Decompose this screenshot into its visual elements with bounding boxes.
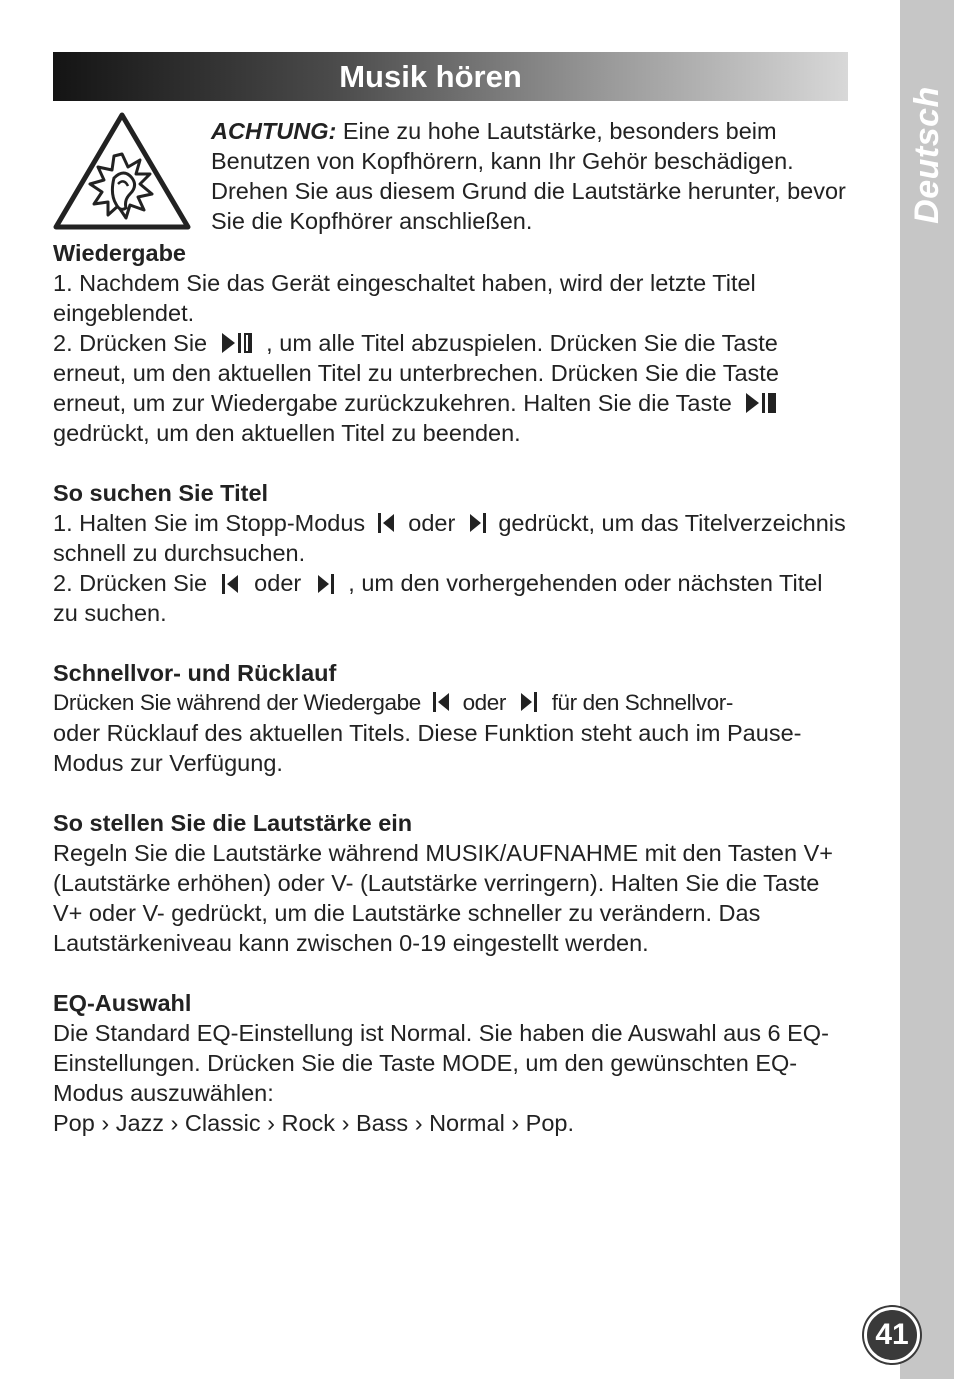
heading-lautstaerke: So stellen Sie die Lautstärke ein [53,810,413,836]
heading-wiedergabe: Wiedergabe [53,240,186,266]
eq-text: Die Standard EQ-Einstellung ist Normal. Sie haben die Auswahl aus 6 EQ-Einstellungen. Drücken Sie die Taste MODE, um den gewünschten EQ-Modus auszuwählen: [53,1020,829,1106]
next-icon [312,571,338,595]
schnell-line-1 [53,688,853,718]
suchen-step-1 [53,508,853,568]
wiedergabe-step-2c: gedrückt, um den aktuellen Titel zu beenden. [53,420,521,446]
schnell-line-1a: Drücken Sie während der Wiedergabe [53,690,427,715]
page-title: Musik hören [339,58,522,94]
hearing-warning-icon [52,112,192,230]
warning-body: Eine zu hohe Lautstärke, besonders beim Benutzen von Kopfhörern, kann Ihr Gehör beschädigen. Drehen Sie aus diesem Grund die Lautstärke herunter, bevor Sie die Kopfhörer anschließen. [211,118,846,234]
suchen-step-1a: 1. Halten Sie im Stopp-Modus [53,510,372,536]
language-tab-label: Deutsch [907,86,946,224]
wiedergabe-step-2b: , um alle Titel abzuspielen. Drücken Sie die Taste erneut, um den aktuellen Titel zu unterbrechen. Drücken Sie die Taste erneut, um zur Wiedergabe zurückzukehren. Halten Sie die Taste [53,330,779,416]
previous-icon [376,511,398,535]
schnell-line-2: oder Rücklauf des aktuellen Titels. Diese Funktion steht auch im Pause-Modus zur Verfügung. [53,720,802,776]
wiedergabe-step-2a: 2. Drücken Sie [53,330,214,356]
lautstaerke-text: Regeln Sie die Lautstärke während MUSIK/AUFNAHME mit den Tasten V+ (Lautstärke erhöhen) oder V- (Lautstärke verringern). Halten Sie die Taste V+ oder V- gedrückt, um die Lautstärke schneller zu verändern. Das Lautstärkeniveau kann zwischen 0-19 eingestellt werden. [53,840,833,956]
wiedergabe-step-2 [53,328,853,448]
suchen-step-1c: gedrückt, um das Titelverzeichnis schnell zu durchsuchen. [53,510,846,566]
previous-icon [218,571,244,595]
play-pause-icon [218,331,256,355]
previous-icon [431,690,453,714]
next-icon [466,511,488,535]
suchen-step-2 [53,568,853,628]
suchen-step-2b: oder [247,570,308,596]
play-pause-icon [742,391,780,415]
next-icon [516,690,542,714]
wiedergabe-step-1: 1. Nachdem Sie das Gerät eingeschaltet haben, wird der letzte Titel eingeblendet. [53,270,756,326]
page-number: 41 [864,1307,920,1363]
warning-text [211,116,851,236]
suchen-step-2c: , um den vorhergehenden oder nächsten Titel zu suchen. [53,570,823,626]
heading-suchen: So suchen Sie Titel [53,480,269,506]
heading-eq: EQ-Auswahl [53,990,192,1016]
eq-sequence: Pop › Jazz › Classic › Rock › Bass › Normal › Pop. [53,1110,575,1136]
heading-schnell: Schnellvor- und Rücklauf [53,660,337,686]
schnell-line-1b: oder [456,690,512,715]
title-bar [53,52,848,101]
suchen-step-1b: oder [401,510,462,536]
warning-label: ACHTUNG: [211,118,337,144]
schnell-line-1c: für den Schnellvor- [545,690,733,715]
body-text [53,238,853,1138]
suchen-step-2a: 2. Drücken Sie [53,570,214,596]
